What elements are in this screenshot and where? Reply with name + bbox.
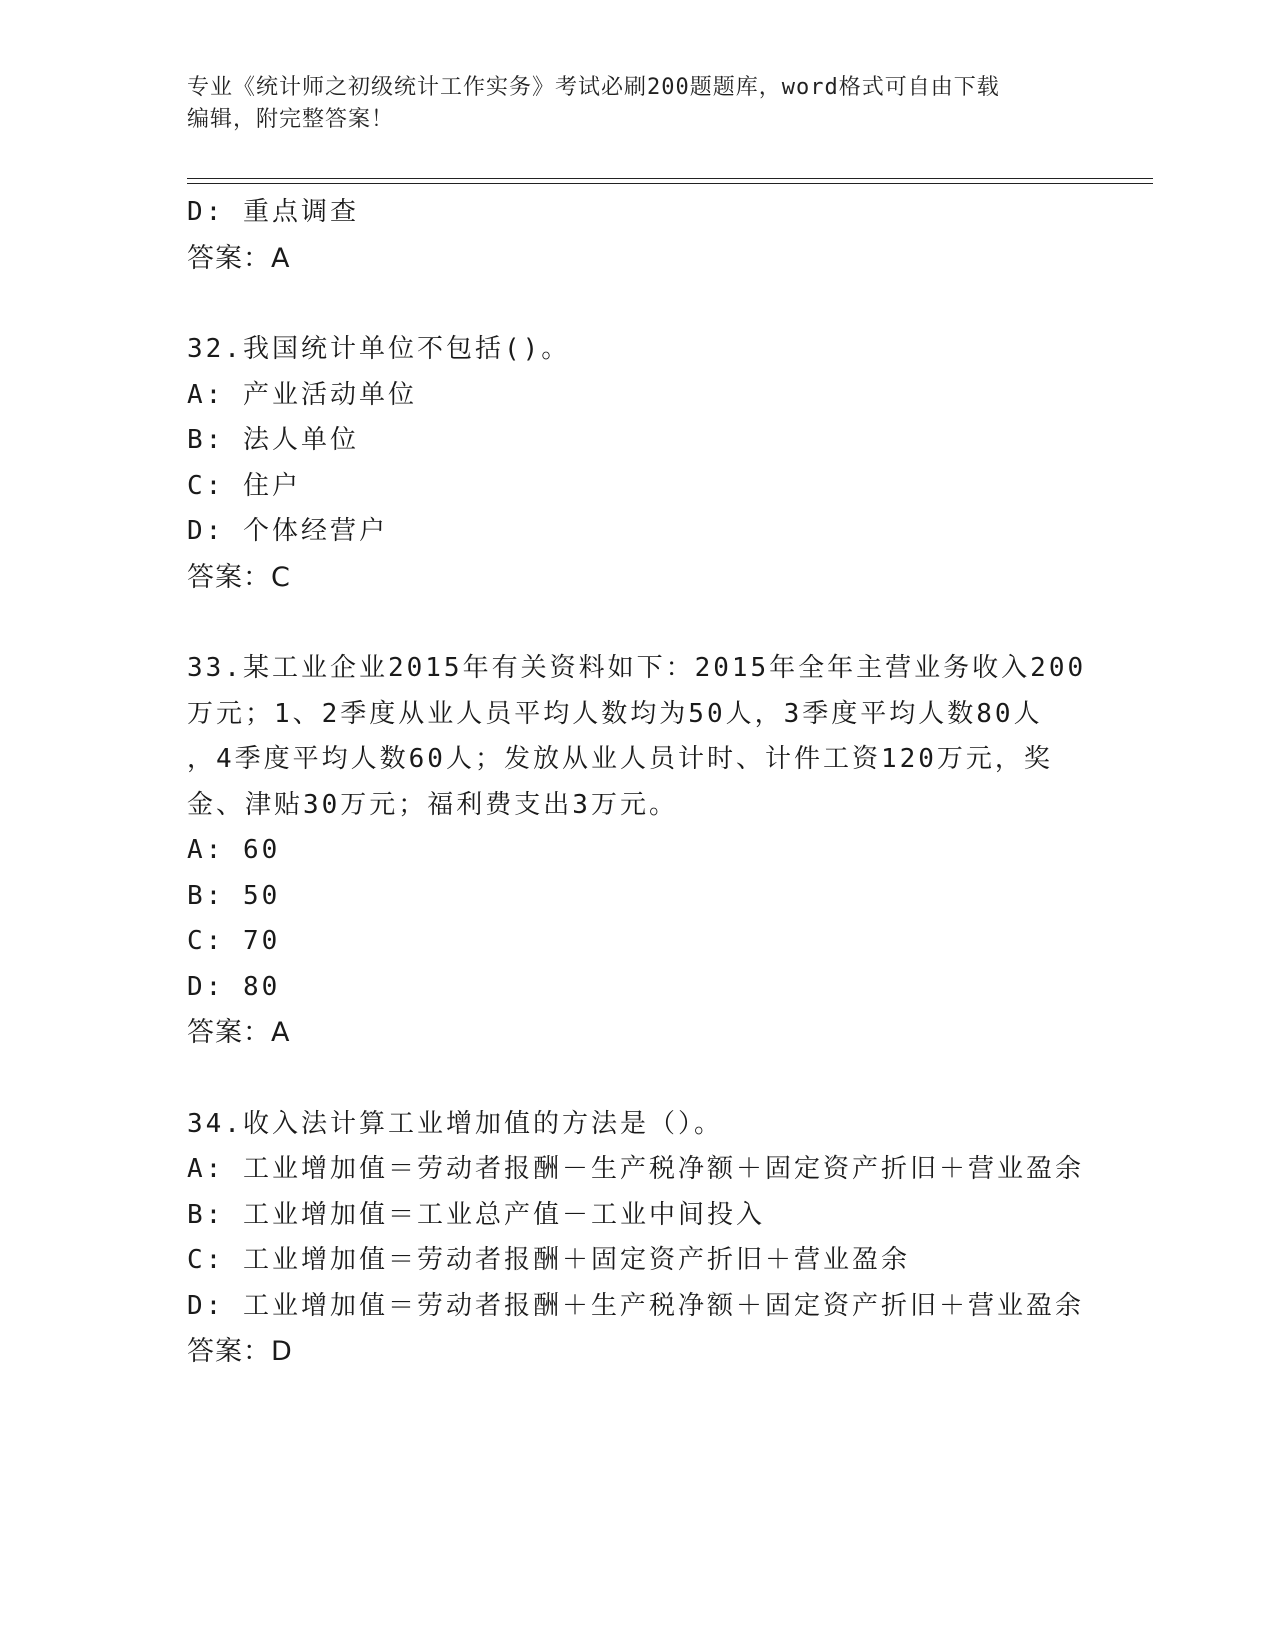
answer-line: 答案：C xyxy=(187,561,291,593)
header-divider-bottom xyxy=(187,183,1153,184)
question-stem-line-4: 金、津贴30万元；福利费支出3万元。 xyxy=(187,789,678,820)
header-line-1: 专业《统计师之初级统计工作实务》考试必刷200题题库，word格式可自由下载 xyxy=(187,75,1000,100)
option-b: B: 工业增加值＝工业总产值－工业中间投入 xyxy=(187,1199,765,1230)
option-b: B: 法人单位 xyxy=(187,425,359,455)
option-b: B: 50 xyxy=(187,880,281,911)
option-c: C: 住户 xyxy=(187,470,301,501)
question-31-tail xyxy=(187,190,1147,281)
question-stem-line-1: 33.某工业企业2015年有关资料如下：2015年全年主营业务收入200 xyxy=(187,653,1087,683)
spacer xyxy=(187,281,1147,327)
option-c: C: 工业增加值＝劳动者报酬＋固定资产折旧＋营业盈余 xyxy=(187,1245,910,1275)
spacer xyxy=(187,600,1147,646)
header-line-2: 编辑，附完整答案！ xyxy=(187,107,395,132)
answer-line: 答案：D xyxy=(187,1336,293,1367)
question-stem-line-2: 万元；1、2季度从业人员平均人数均为50人，3季度平均人数80人 xyxy=(187,698,1043,729)
question-32 xyxy=(187,327,1147,600)
question-stem: 34.收入法计算工业增加值的方法是（）。 xyxy=(187,1108,723,1139)
answer-line: 答案：A xyxy=(187,242,291,274)
answer-line: 答案：A xyxy=(187,1017,291,1048)
option-a: A: 产业活动单位 xyxy=(187,379,417,410)
option-d: D: 工业增加值＝劳动者报酬＋生产税净额＋固定资产折旧＋营业盈余 xyxy=(187,1290,1084,1321)
header-divider-top xyxy=(187,178,1153,179)
spacer xyxy=(187,1056,1147,1102)
question-stem-line-3: ，4季度平均人数60人；发放从业人员计时、计件工资120万元，奖 xyxy=(187,744,1053,774)
document-header xyxy=(187,72,1087,136)
option-d: D: 80 xyxy=(187,971,281,1002)
question-stem: 32.我国统计单位不包括()。 xyxy=(187,334,571,364)
option-d: D: 个体经营户 xyxy=(187,516,388,546)
question-content xyxy=(187,190,1147,1375)
option-a: A: 60 xyxy=(187,835,281,865)
option-d: D: 重点调查 xyxy=(187,197,359,227)
question-33 xyxy=(187,646,1147,1056)
option-a: A: 工业增加值＝劳动者报酬－生产税净额＋固定资产折旧＋营业盈余 xyxy=(187,1154,1084,1184)
question-34 xyxy=(187,1102,1147,1375)
option-c: C: 70 xyxy=(187,926,281,956)
